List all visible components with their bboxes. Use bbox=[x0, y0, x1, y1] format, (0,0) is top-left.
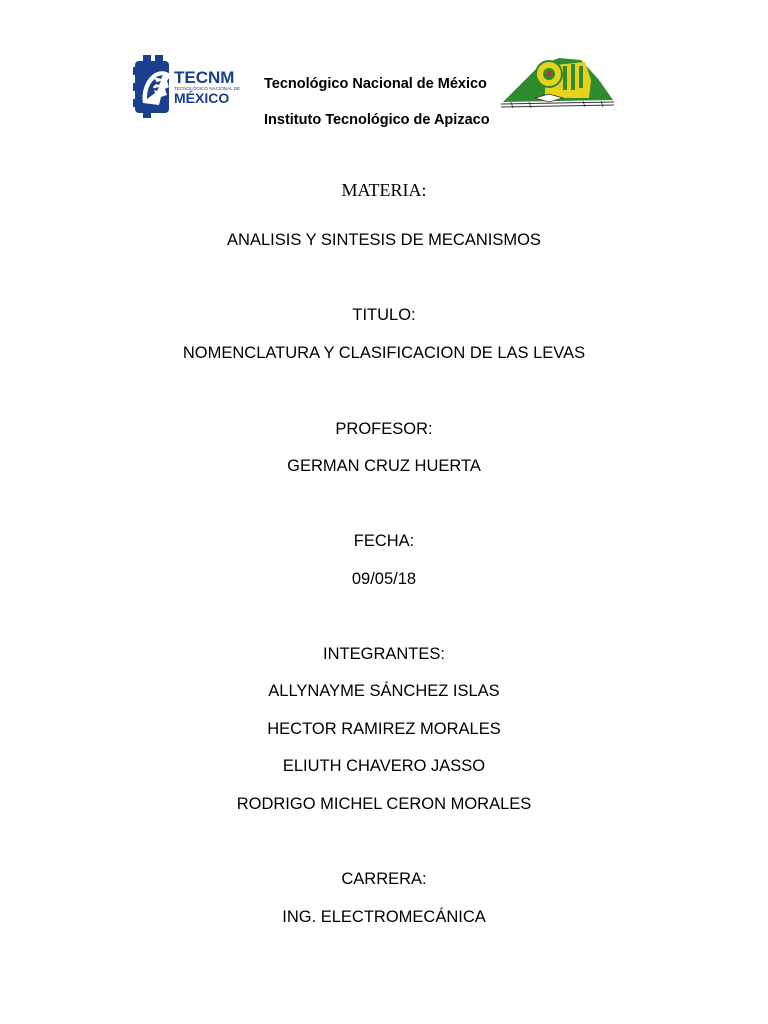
member-name: ALLYNAYME SÁNCHEZ ISLAS bbox=[268, 682, 500, 700]
fecha-label: FECHA: bbox=[353, 532, 415, 550]
institution-name: Tecnológico Nacional de México bbox=[264, 76, 487, 92]
carrera-label: CARRERA: bbox=[341, 870, 427, 888]
profesor-label: PROFESOR: bbox=[335, 420, 433, 438]
integrantes-label: INTEGRANTES: bbox=[323, 645, 445, 663]
materia-value: ANALISIS Y SINTESIS DE MECANISMOS bbox=[227, 231, 541, 249]
member-name: ELIUTH CHAVERO JASSO bbox=[282, 757, 486, 775]
member-name: RODRIGO MICHEL CERON MORALES bbox=[236, 795, 532, 813]
titulo-value: NOMENCLATURA Y CLASIFICACION DE LAS LEVAS bbox=[182, 344, 586, 362]
member-name: HECTOR RAMIREZ MORALES bbox=[267, 720, 501, 738]
svg-text:TECNM: TECNM bbox=[174, 68, 235, 87]
fecha-value: 09/05/18 bbox=[351, 570, 417, 588]
profesor-value: GERMAN CRUZ HUERTA bbox=[287, 457, 481, 475]
svg-text:TECNOLÓGICO NACIONAL DE: TECNOLÓGICO NACIONAL DE bbox=[174, 86, 241, 91]
materia-label: MATERIA: bbox=[341, 180, 427, 200]
titulo-label: TITULO: bbox=[352, 306, 416, 324]
carrera-value: ING. ELECTROMECÁNICA bbox=[282, 908, 486, 926]
apizaco-logo bbox=[499, 50, 616, 110]
tecnm-logo bbox=[133, 53, 241, 119]
campus-name: Instituto Tecnológico de Apizaco bbox=[264, 112, 490, 128]
svg-text:MÉXICO: MÉXICO bbox=[174, 90, 230, 106]
